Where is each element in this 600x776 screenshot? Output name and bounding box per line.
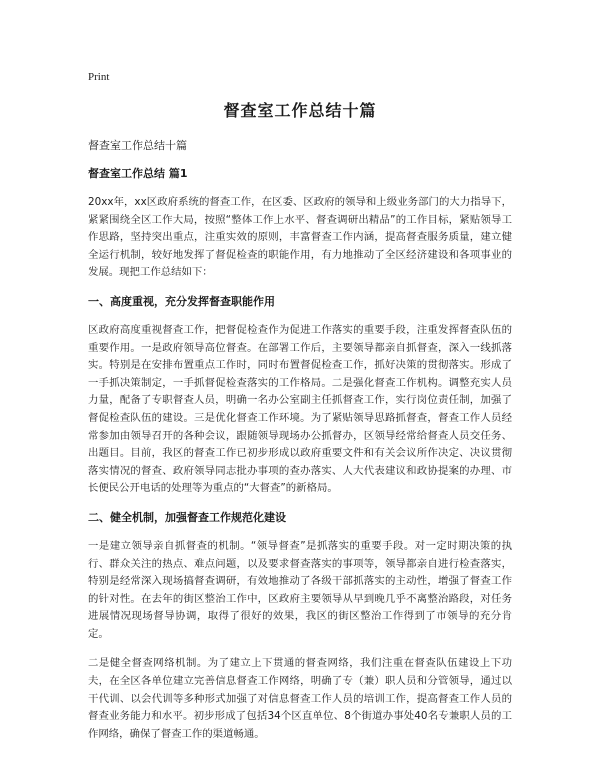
section-heading-2: 二、健全机制，加强督查工作规范化建设 xyxy=(88,510,286,524)
section-heading-1: 一、高度重视，充分发挥督查职能作用 xyxy=(88,294,275,308)
intro-paragraph: 20xx年，xx区政府系统的督查工作，在区委、区政府的领导和上级业务部门的大力指导下，紧紧围绕全区工作大局，按照“整体工作上水平、督查调研出精品”的工作目标，紧贴领导工作思路，坚持突出重点，注重实效的原则，丰富督查工作内涵，提高督查服务质量，建立健全运行机制，较好地发挥了督促检查的职能作用，有力地推动了全区经济建设和各项事业的发展。现把工作总结如下： xyxy=(88,196,512,279)
print-link[interactable]: Print xyxy=(88,71,110,83)
section-2-paragraph-1: 一是建立领导亲自抓督查的机制。“领导督查”是抓落实的重要手段。对一定时期决策的执行、群众关注的热点、难点问题，以及要求督查落实的事项等，领导都亲自进行检查落实，特别是经常深入现场搞督查调研，有效地推动了各级干部抓落实的主动性，增强了督查工作的针对性。在去年的街区整治工作中，区政府主要领导从早到晚几乎不离整治路段，对任务进展情况现场督导协调，取得了很好的效果，我区的街区整治工作得到了市领导的充分肯定。 xyxy=(88,539,512,640)
document-subtitle: 督查室工作总结十篇 xyxy=(88,139,187,152)
article-heading: 督查室工作总结 篇1 xyxy=(88,167,188,180)
page-title: 督查室工作总结十篇 xyxy=(223,101,377,120)
section-1-paragraph-1: 区政府高度重视督查工作，把督促检查作为促进工作落实的重要手段，注重发挥督查队伍的重要作用。一是政府领导高位督查。在部署工作后，主要领导都亲自抓督查，深入一线抓落实。特别是在安排布置重点工作时，同时布置督促检查工作，抓好决策的贯彻落实。形成了一手抓决策制定，一手抓督促检查落实的工作格局。二是强化督查工作机构。调整充实人员力量，配备了专职督查人员，明确一名办公室副主任抓督查工作，实行岗位责任制，加强了督促检查队伍的建设。三是优化督查工作环境。为了紧贴领导思路抓督查，督查工作人员经常参加由领导召开的各种会议，跟随领导现场办公抓督办，区领导经常给督查人员交任务、出题目。目前，我区的督查工作已初步形成以政府重要文件和有关会议所作决定、决议贯彻落实情况的督查、政府领导同志批办事项的查办落实、人大代表建议和政协提案的办理、市长便民公开电话的处理等为重点的“大督查”的新格局。 xyxy=(88,323,512,495)
section-2-paragraph-2: 二是健全督查网络机制。为了建立上下贯通的督查网络，我们注重在督查队伍建设上下功夫，在全区各单位建立完善信息督查工作网络，明确了专（兼）职人员和分管领导，通过以干代训、以会代训等多种形式加强了对信息督查工作人员的培训工作，提高督查工作人员的督查业务能力和水平。初步形成了包括34个区直单位、8个街道办事处40名专兼职人员的工作网络，确保了督查工作的渠道畅通。 xyxy=(88,657,512,740)
